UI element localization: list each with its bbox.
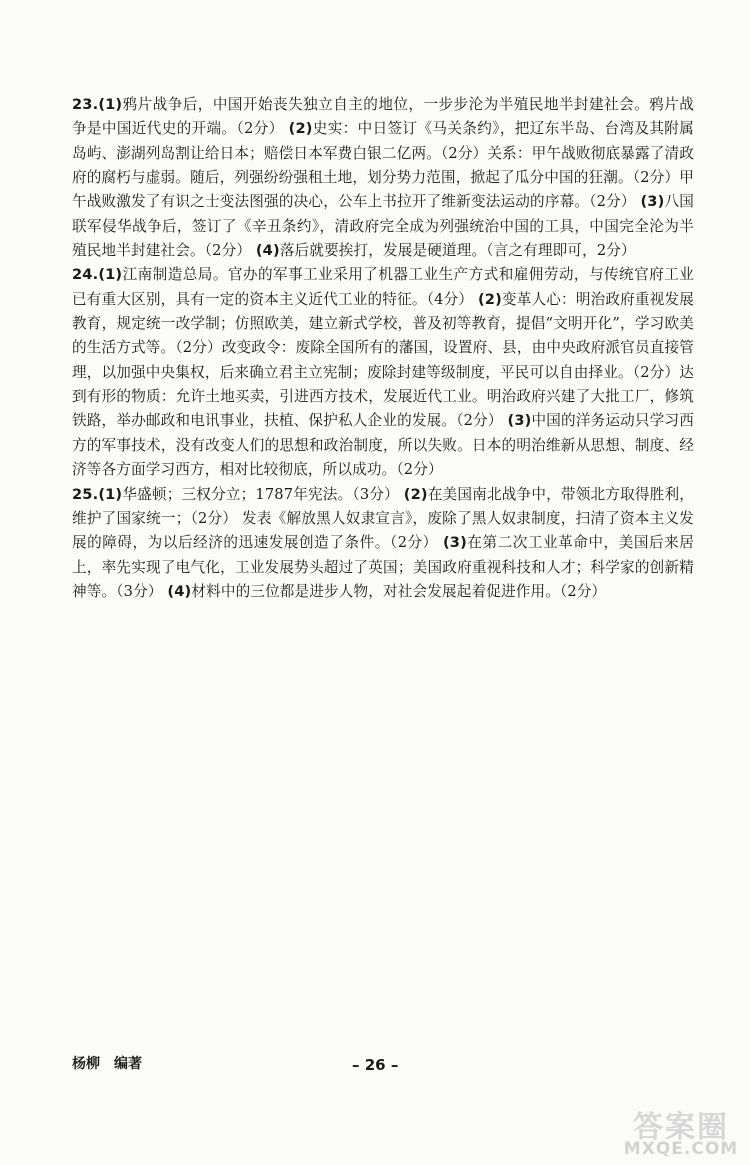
footer-author: 杨柳 编著 (72, 1056, 142, 1072)
answer-24 (72, 263, 694, 482)
part-text: 华盛顿；三权分立；1787年宪法。（3分） (122, 485, 404, 503)
question-number: 24. (72, 266, 99, 284)
part-label: (2) (288, 120, 313, 138)
site-watermark (616, 1102, 746, 1162)
watermark-logo-text: 答案圈 (633, 1110, 729, 1145)
part-text: 鸦片战争后，中国开始丧失独立自主的地位，一步步沦为半殖民地半封建社会。鸦片战争是中国近代史的开端。（2分） (72, 96, 694, 138)
question-number: 23. (72, 96, 99, 113)
part-label: (2) (477, 290, 502, 308)
part-text: 中国的洋务运动只学习西方的军事技术，没有改变人们的思想和政治制度，所以失败。日本的明治维新从思想、制度、经济等各方面学习西方，相对比较彻底，所以成功。（2分） (72, 412, 694, 479)
question-number: 25. (72, 485, 99, 503)
part-label: (3) (640, 193, 665, 211)
answer-23 (72, 93, 694, 263)
watermark-url: MXQE.COM (623, 1139, 739, 1159)
part-text: 江南制造总局。官办的军事工业采用了机器工业生产方式和雇佣劳动，与传统官府工业已有重大区别，具有一定的资本主义近代工业的特征。（4分） (72, 266, 694, 308)
part-label: (1) (98, 96, 123, 113)
part-label: (1) (98, 485, 123, 503)
answer-25 (72, 483, 694, 605)
part-label: (3) (507, 412, 532, 430)
part-text: 在美国南北战争中，带领北方取得胜利，维护了国家统一；（2分） 发表《解放黑人奴隶宣言》，废除了黑人奴隶制度，扫清了资本主义发展的障碍，为以后经济的迅速发展创造了条件。（2分） (72, 485, 694, 552)
part-text: 材料中的三位都是进步人物，对社会发展起着促进作用。（2分） (191, 582, 607, 600)
part-text: 变革人心：明治政府重视发展教育，规定统一改学制；仿照欧美，建立新式学校，普及初等教育，提倡“文明开化”，学习欧美的生活方式等。（2分）改变政令：废除全国所有的藩国，设置府、县，由中央政府派官员直接管理，以加强中央集权，后来确立君主立宪制；废除封建等级制度，平民可以自由择业。（2分）达到有形的物质：允许土地买卖，引进西方技术，发展近代工业。明治政府兴建了大批工厂，修筑铁路，举办邮政和电讯事业，扶植、保护私人企业的发展。（2分） (72, 290, 694, 430)
answer-body (72, 93, 694, 604)
part-text: 八国联军侵华战争后，签订了《辛丑条约》，清政府完全成为列强统治中国的工具，中国完全沦为半殖民地半封建社会。（2分） (72, 193, 694, 260)
part-label: (3) (442, 534, 467, 552)
part-label: (4) (167, 582, 192, 600)
part-label: (2) (403, 485, 428, 503)
part-text: 落后就要挨打，发展是硬道理。（言之有理即可，2分） (279, 242, 636, 260)
part-text: 在第二次工业革命中，美国后来居上，率先实现了电气化，工业发展势头超过了英国；美国政府重视科技和人才；科学家的创新精神等。（3分） (72, 534, 694, 600)
part-label: (4) (255, 242, 280, 260)
part-label: (1) (98, 266, 123, 284)
part-text: 史实：中日签订《马关条约》，把辽东半岛、台湾及其附属岛屿、澎湖列岛割让给日本；赔偿日本军费白银二亿两。（2分）关系：甲午战败彻底暴露了清政府的腐朽与虚弱。随后，列强纷纷强租土地，划分势力范围，掀起了瓜分中国的狂潮。（2分）甲午战败激发了有识之士变法图强的决心，公车上书拉开了维新变法运动的序幕。（2分） (72, 120, 694, 211)
page-number: – 26 – (352, 1056, 399, 1074)
